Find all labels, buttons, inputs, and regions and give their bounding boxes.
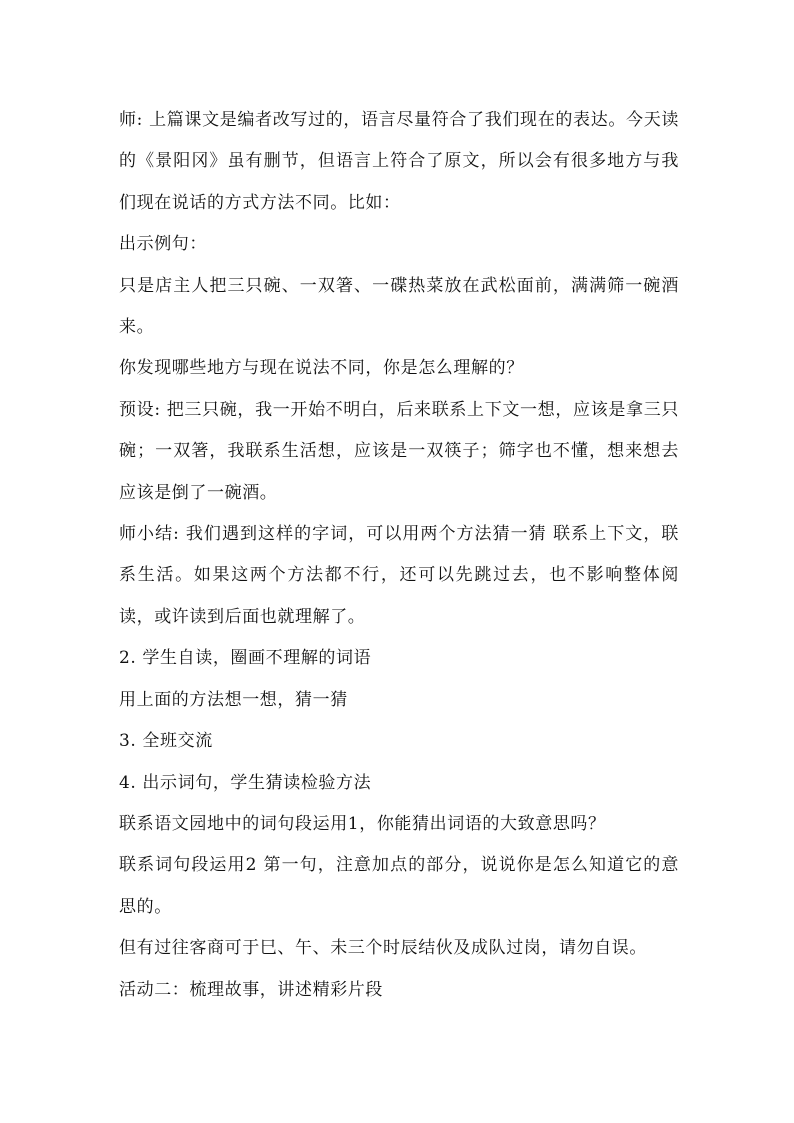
paragraph-preset-answer: 预设: 把三只碗，我一开始不明白，后来联系上下文一想，应该是拿三只碗；一双箸，我联系生活想，应该是一双筷子；筛字也不懂，想来想去应该是倒了一碗酒。 [119, 399, 679, 503]
paragraph-step-4: 4. 出示词句，学生猜读检验方法 [119, 772, 372, 793]
paragraph-question: 你发现哪些地方与现在说法不同，你是怎么理解的？ [119, 358, 524, 379]
paragraph-show-example: 出示例句： [119, 234, 207, 255]
document-body [119, 100, 679, 1011]
paragraph-activity-2: 活动二：梳理故事，讲述精彩片段 [119, 979, 383, 1000]
paragraph-teacher-summary: 师小结: 我们遇到这样的字词，可以用两个方法猜一猜 联系上下文，联系生活。如果这两个方法都不行，还可以先跳过去，也不影响整体阅读，或许读到后面也就理解了。 [119, 524, 679, 627]
paragraph-exercise-2: 联系词句段运用2 第一句，注意加点的部分，说说你是怎么知道它的意思的。 [119, 855, 679, 917]
paragraph-exercise-1: 联系语文园地中的词句段运用1，你能猜出词语的大致意思吗？ [119, 813, 606, 834]
paragraph-teacher-intro: 师: 上篇课文是编者改写过的，语言尽量符合了我们现在的表达。今天读的《景阳冈》虽有删节，但语言上符合了原文，所以会有很多地方与我们现在说话的方式方法不同。比如： [119, 110, 679, 213]
paragraph-step-3: 3. 全班交流 [119, 731, 213, 752]
paragraph-example-sentence: 只是店主人把三只碗、一双箸、一碟热菜放在武松面前，满满筛一碗酒来。 [119, 275, 679, 338]
paragraph-notice-sentence: 但有过往客商可于巳、午、未三个时辰结伙及成队过岗，请勿自误。 [119, 938, 647, 959]
paragraph-step-2-detail: 用上面的方法想一想，猜一猜 [119, 689, 348, 710]
paragraph-step-2: 2. 学生自读，圈画不理解的词语 [119, 648, 372, 669]
